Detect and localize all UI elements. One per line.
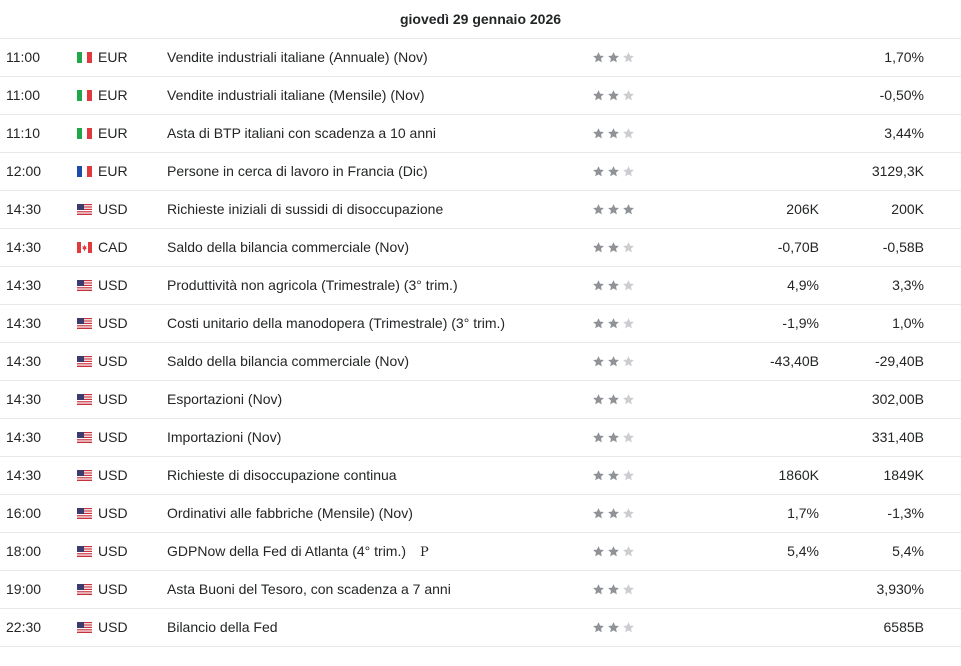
event-forecast: 331,40B	[871, 429, 924, 445]
star-icon	[592, 469, 605, 482]
event-name-text[interactable]: Vendite industriali italiane (Annuale) (Nov)	[167, 49, 428, 65]
star-icon	[607, 317, 620, 330]
us-flag-icon	[77, 584, 92, 595]
event-currency: USD	[98, 315, 128, 331]
event-name[interactable]	[167, 229, 409, 266]
event-currency: USD	[98, 201, 128, 217]
event-forecast: 3,3%	[892, 277, 924, 293]
events-table	[0, 39, 961, 647]
event-name-text[interactable]: Asta di BTP italiani con scadenza a 10 anni	[167, 125, 437, 141]
ca-flag-icon	[77, 242, 92, 253]
star-icon	[622, 355, 635, 368]
importance-stars	[592, 89, 635, 102]
star-icon	[607, 241, 620, 254]
star-icon	[622, 431, 635, 444]
importance-stars	[592, 279, 635, 292]
event-currency: USD	[98, 543, 128, 559]
us-flag-icon	[77, 432, 92, 443]
importance-stars	[592, 583, 635, 596]
event-name-text[interactable]: Saldo della bilancia commerciale (Nov)	[167, 239, 409, 255]
star-icon	[622, 89, 635, 102]
star-icon	[607, 545, 620, 558]
event-row[interactable]	[0, 267, 961, 305]
event-row[interactable]	[0, 229, 961, 267]
event-name-text[interactable]: Asta Buoni del Tesoro, con scadenza a 7 anni	[167, 581, 451, 597]
star-icon	[622, 545, 635, 558]
event-row[interactable]	[0, 115, 961, 153]
event-row[interactable]	[0, 419, 961, 457]
star-icon	[592, 583, 605, 596]
event-time: 22:30	[6, 619, 42, 635]
event-time: 14:30	[6, 201, 42, 217]
importance-stars	[592, 431, 635, 444]
it-flag-icon	[77, 52, 92, 63]
star-icon	[607, 355, 620, 368]
importance-stars	[592, 165, 635, 178]
event-currency: USD	[98, 277, 128, 293]
preliminary-badge: P	[420, 545, 429, 560]
star-icon	[622, 469, 635, 482]
us-flag-icon	[77, 280, 92, 291]
event-name-text[interactable]: Produttività non agricola (Trimestrale) (3° trim.)	[167, 277, 458, 293]
event-name-text[interactable]: Saldo della bilancia commerciale (Nov)	[167, 353, 409, 369]
event-currency: CAD	[98, 239, 128, 255]
star-icon	[607, 583, 620, 596]
star-icon	[607, 393, 620, 406]
event-time: 14:30	[6, 315, 42, 331]
event-currency: USD	[98, 619, 128, 635]
event-row[interactable]	[0, 457, 961, 495]
event-name-text[interactable]: GDPNow della Fed di Atlanta (4° trim.)	[167, 543, 407, 559]
star-icon	[607, 431, 620, 444]
us-flag-icon	[77, 622, 92, 633]
importance-stars	[592, 355, 635, 368]
event-forecast: 302,00B	[871, 391, 924, 407]
event-currency: EUR	[98, 49, 128, 65]
star-icon	[607, 89, 620, 102]
event-time: 14:30	[6, 353, 42, 369]
star-icon	[607, 621, 620, 634]
event-forecast: 200K	[891, 201, 924, 217]
star-icon	[592, 165, 605, 178]
event-time: 19:00	[6, 581, 42, 597]
event-currency: USD	[98, 581, 128, 597]
event-actual: 1860K	[778, 467, 819, 483]
star-icon	[592, 507, 605, 520]
importance-stars	[592, 51, 635, 64]
importance-stars	[592, 393, 635, 406]
importance-stars	[592, 203, 635, 216]
star-icon	[592, 621, 605, 634]
event-currency: USD	[98, 505, 128, 521]
event-forecast: -0,58B	[882, 239, 924, 255]
star-icon	[622, 507, 635, 520]
star-icon	[622, 317, 635, 330]
event-time: 14:30	[6, 429, 42, 445]
event-forecast: 6585B	[883, 619, 924, 635]
event-currency: USD	[98, 353, 128, 369]
us-flag-icon	[77, 204, 92, 215]
event-forecast: -1,3%	[887, 505, 924, 521]
event-forecast: 3,44%	[884, 125, 924, 141]
star-icon	[607, 469, 620, 482]
star-icon	[622, 51, 635, 64]
star-icon	[592, 241, 605, 254]
event-row[interactable]	[0, 609, 961, 647]
event-actual: -43,40B	[769, 353, 819, 369]
star-icon	[622, 393, 635, 406]
event-forecast: -0,50%	[879, 87, 924, 103]
event-actual: 5,4%	[787, 543, 819, 559]
event-name[interactable]	[167, 343, 409, 380]
event-currency: USD	[98, 429, 128, 445]
day-header-date: giovedì 29 gennaio 2026	[399, 11, 562, 27]
event-actual: 4,9%	[787, 277, 819, 293]
event-actual: 1,7%	[787, 505, 819, 521]
star-icon	[592, 51, 605, 64]
us-flag-icon	[77, 318, 92, 329]
event-time: 14:30	[6, 239, 42, 255]
us-flag-icon	[77, 470, 92, 481]
event-actual: -0,70B	[777, 239, 819, 255]
event-time: 14:30	[6, 467, 42, 483]
star-icon	[622, 583, 635, 596]
event-forecast: 3129,3K	[871, 163, 924, 179]
star-icon	[592, 355, 605, 368]
star-icon	[592, 127, 605, 140]
star-icon	[592, 89, 605, 102]
event-name[interactable]	[167, 571, 451, 608]
star-icon	[592, 279, 605, 292]
event-name[interactable]	[167, 153, 428, 190]
event-name[interactable]	[167, 115, 436, 152]
star-icon	[622, 165, 635, 178]
event-time: 12:00	[6, 163, 42, 179]
event-name-text[interactable]: Importazioni (Nov)	[167, 429, 282, 445]
event-row[interactable]	[0, 153, 961, 191]
event-row[interactable]	[0, 39, 961, 77]
importance-stars	[592, 507, 635, 520]
event-row[interactable]	[0, 191, 961, 229]
event-forecast: 3,930%	[876, 581, 924, 597]
it-flag-icon	[77, 90, 92, 101]
event-name[interactable]	[167, 495, 413, 532]
event-time: 14:30	[6, 391, 42, 407]
event-row[interactable]	[0, 77, 961, 115]
star-icon	[607, 507, 620, 520]
star-icon	[622, 621, 635, 634]
event-forecast: 1849K	[883, 467, 924, 483]
event-row[interactable]	[0, 533, 961, 571]
event-name[interactable]	[167, 533, 429, 570]
event-forecast: 1,70%	[884, 49, 924, 65]
importance-stars	[592, 621, 635, 634]
star-icon	[592, 203, 605, 216]
event-currency: EUR	[98, 87, 128, 103]
star-icon	[607, 203, 620, 216]
event-name-text[interactable]: Persone in cerca di lavoro in Francia (Dic)	[167, 163, 428, 179]
event-name-text[interactable]: Bilancio della Fed	[167, 619, 278, 635]
event-name[interactable]	[167, 609, 278, 646]
event-name-text[interactable]: Esportazioni (Nov)	[167, 391, 283, 407]
event-row[interactable]	[0, 571, 961, 609]
fr-flag-icon	[77, 166, 92, 177]
event-name[interactable]	[167, 267, 458, 304]
event-name-text[interactable]: Ordinativi alle fabbriche (Mensile) (Nov)	[167, 505, 413, 521]
event-forecast: -29,40B	[874, 353, 924, 369]
event-name-text[interactable]: Costi unitario della manodopera (Trimestrale) (3° trim.)	[167, 315, 506, 331]
event-time: 14:30	[6, 277, 42, 293]
star-icon	[607, 51, 620, 64]
event-name-text[interactable]: Vendite industriali italiane (Mensile) (Nov)	[167, 87, 425, 103]
event-time: 11:00	[6, 87, 40, 103]
importance-stars	[592, 469, 635, 482]
event-name[interactable]	[167, 39, 428, 76]
star-icon	[607, 127, 620, 140]
star-icon	[622, 279, 635, 292]
importance-stars	[592, 127, 635, 140]
importance-stars	[592, 545, 635, 558]
event-name[interactable]	[167, 77, 425, 114]
us-flag-icon	[77, 356, 92, 367]
star-icon	[592, 317, 605, 330]
event-currency: EUR	[98, 125, 128, 141]
us-flag-icon	[77, 394, 92, 405]
event-name-text[interactable]: Richieste iniziali di sussidi di disoccupazione	[167, 201, 444, 217]
event-time: 11:00	[6, 49, 40, 65]
star-icon	[592, 545, 605, 558]
event-time: 11:10	[6, 125, 40, 141]
importance-stars	[592, 241, 635, 254]
event-actual: 206K	[786, 201, 819, 217]
event-name[interactable]	[167, 305, 505, 342]
star-icon	[607, 279, 620, 292]
event-currency: USD	[98, 467, 128, 483]
event-actual: -1,9%	[782, 315, 819, 331]
star-icon	[622, 241, 635, 254]
event-time: 16:00	[6, 505, 42, 521]
star-icon	[622, 203, 635, 216]
event-name[interactable]	[167, 191, 443, 228]
star-icon	[592, 393, 605, 406]
event-time: 18:00	[6, 543, 42, 559]
it-flag-icon	[77, 128, 92, 139]
day-header	[0, 0, 961, 39]
event-forecast: 5,4%	[892, 543, 924, 559]
star-icon	[607, 165, 620, 178]
us-flag-icon	[77, 546, 92, 557]
event-currency: USD	[98, 391, 128, 407]
star-icon	[592, 431, 605, 444]
importance-stars	[592, 317, 635, 330]
event-name-text[interactable]: Richieste di disoccupazione continua	[167, 467, 397, 483]
star-icon	[622, 127, 635, 140]
event-row[interactable]	[0, 343, 961, 381]
event-name[interactable]	[167, 457, 397, 494]
us-flag-icon	[77, 508, 92, 519]
event-name[interactable]	[167, 381, 282, 418]
event-row[interactable]	[0, 495, 961, 533]
event-row[interactable]	[0, 381, 961, 419]
event-forecast: 1,0%	[892, 315, 924, 331]
event-row[interactable]	[0, 305, 961, 343]
event-currency: EUR	[98, 163, 128, 179]
event-name[interactable]	[167, 419, 281, 456]
